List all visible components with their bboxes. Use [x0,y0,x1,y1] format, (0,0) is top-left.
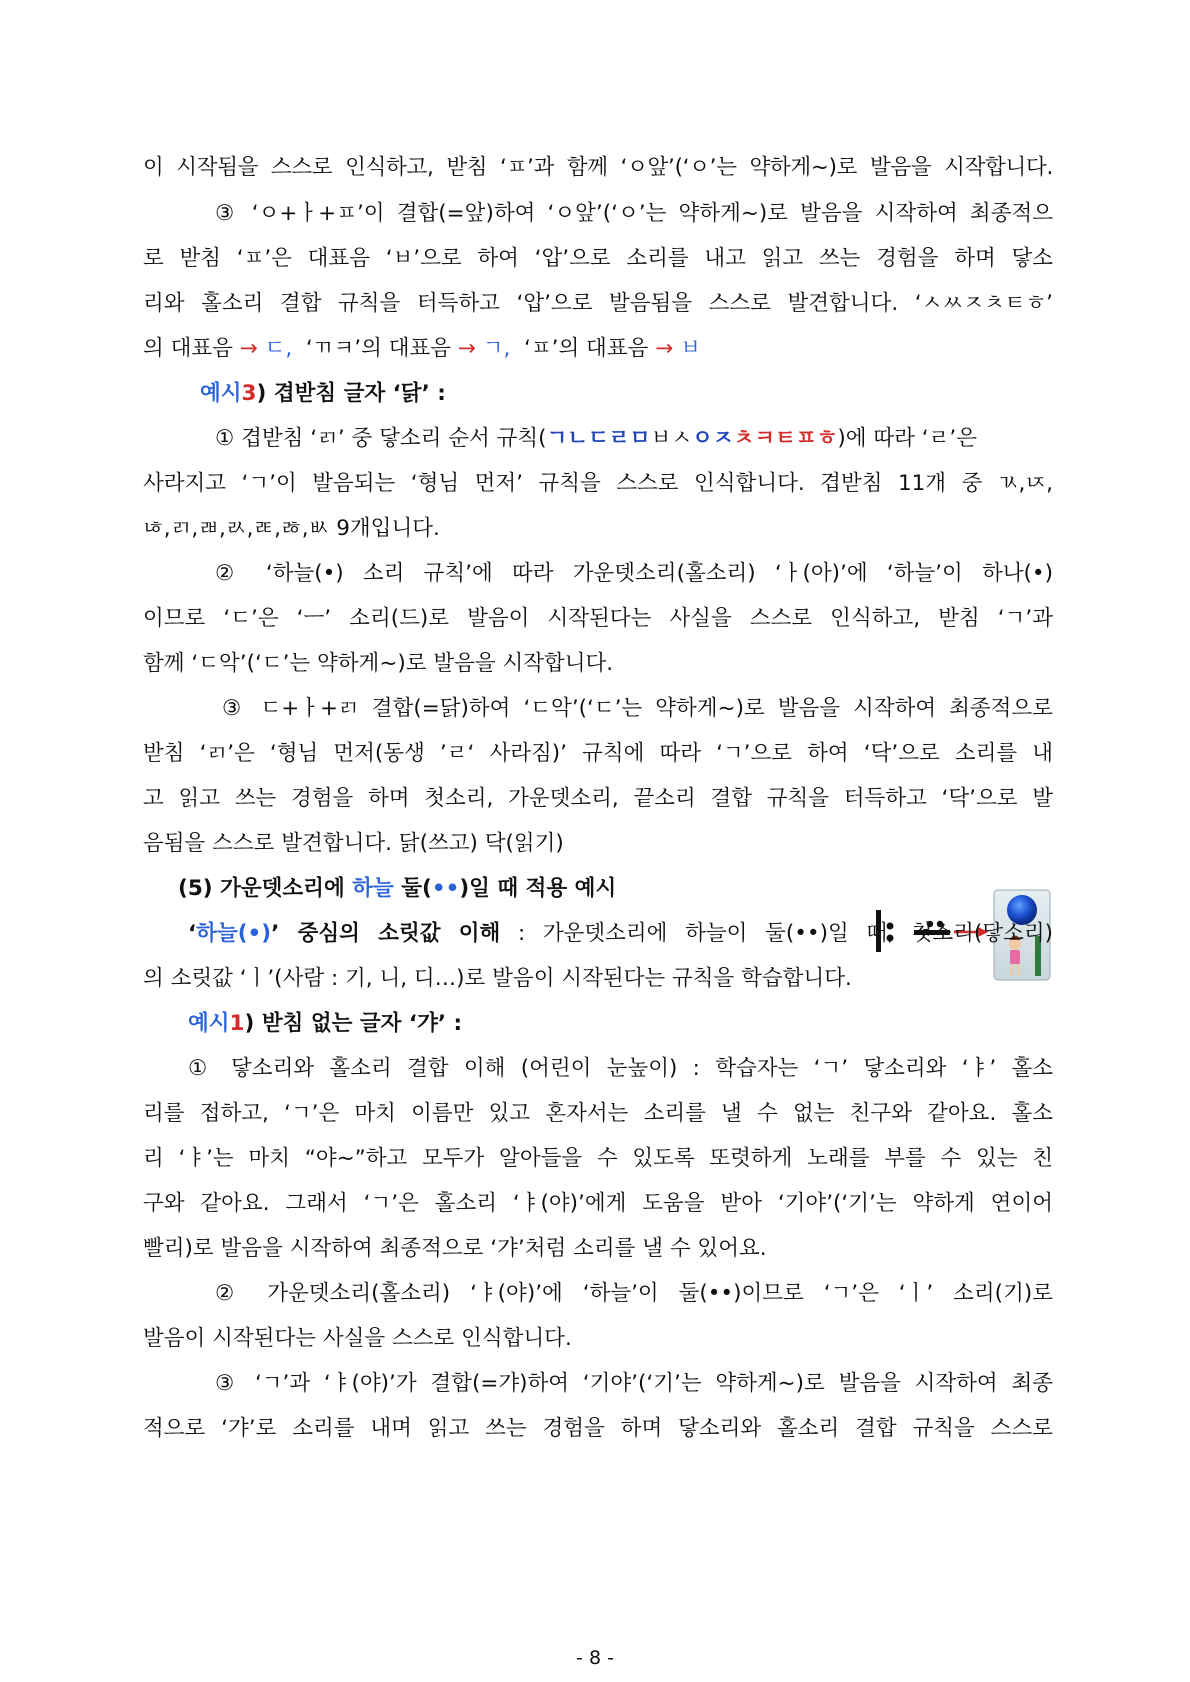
arrow-icon: → [655,336,674,361]
text-line: ‘하늘(•)’ 중심의 소릿값 이해 : 가운뎃소리에 하늘이 둘(••)일 때, 첫소리(닿소리) [188,921,1053,946]
text-line: 로 받침 ‘ㅍ’은 대표음 ‘ㅂ’으로 하여 ‘압’으로 소리를 내고 읽고 쓰는 경험을 하며 닿소 [143,246,1053,271]
representative-sound-line: 의 대표음 → ㄷ, ‘ㄲㅋ’의 대표음 → ㄱ, ‘ㅍ’의 대표음 → ㅂ [143,336,701,361]
text-line: 이 시작됨을 스스로 인식하고, 받침 ‘ㅍ’과 함께 ‘ㅇ앞’(‘ㅇ’는 약하게~)로 발음을 시작합니다. [143,155,1053,180]
text-line: ② 가운뎃소리(홀소리) ‘ㅑ(야)’에 ‘하늘’이 둘(••)이므로 ‘ㄱ’은 ‘ㅣ’ 소리(기)로 [215,1281,1053,1306]
text-line: ③ ㄷ+ㅏ+ㄺ 결합(=닭)하여 ‘ㄷ악’(‘ㄷ’는 약하게~)로 발음을 시작하여 최종적으로 [222,696,1053,721]
text-line: 의 소릿값 ‘ㅣ’(사람 : 기, 니, 디…)로 발음이 시작된다는 규칙을 학습합니다. [143,966,852,991]
text-line: 사라지고 ‘ㄱ’이 발음되는 ‘형님 먼저’ 규칙을 스스로 인식합니다. 겹받침 11개 중 ㄳ,ㄵ, [143,471,1053,496]
text-line: 리와 홀소리 결합 규칙을 터득하고 ‘압’으로 발음됨을 스스로 발견합니다. ‘ㅅㅆㅈㅊㅌㅎ’ [143,291,1053,316]
text-line: 적으로 ‘갸’로 소리를 내며 읽고 쓰는 경험을 하며 닿소리와 홀소리 결합 규칙을 스스로 [143,1416,1053,1441]
text-line: 고 읽고 쓰는 경험을 하며 첫소리, 가운뎃소리, 끝소리 결합 규칙을 터득하고 ‘닥’으로 발 [143,786,1053,811]
text-line: ㄶ,ㄺ,ㄼ,ㄽ,ㄾ,ㅀ,ㅄ 9개입니다. [143,516,440,541]
text-line: 음됨을 스스로 발견합니다. 닭(쓰고) 닥(읽기) [143,831,564,856]
text-line: ① 닿소리와 홀소리 결합 이해 (어린이 눈높이) : 학습자는 ‘ㄱ’ 닿소리와 ‘ㅑ’ 홀소 [188,1056,1053,1081]
text-line: 발음이 시작된다는 사실을 스스로 인식합니다. [143,1326,572,1351]
text-line: 구와 같아요. 그래서 ‘ㄱ’은 홀소리 ‘ㅑ(야)’에게 도움을 받아 ‘기야’(‘기’는 약하게 연이어 [143,1191,1053,1216]
text-line: 함께 ‘ㄷ악’(‘ㄷ’는 약하게~)로 발음을 시작합니다. [143,651,614,676]
page-number: - 8 - [576,1647,614,1669]
arrow-icon: → [239,336,258,361]
example3-heading: 예시3) 겹받침 글자 ‘닭’ : [200,381,446,406]
example1-heading: 예시1) 받침 없는 글자 ‘갸’ : [188,1011,463,1036]
text-line: 리를 접하고, ‘ㄱ’은 마치 이름만 있고 혼자서는 소리를 낼 수 없는 친구와 같아요. 홀소 [143,1101,1053,1126]
text-line: ③ ‘ㄱ’과 ‘ㅑ(야)’가 결합(=갸)하여 ‘기야’(‘기’는 약하게~)로 발음을 시작하여 최종 [215,1371,1053,1396]
section-5-heading: (5) 가운뎃소리에 하늘 둘(••)일 때 적용 예시 [178,876,617,901]
text-line: ② ‘하늘(•) 소리 규칙’에 따라 가운뎃소리(홀소리) ‘ㅏ(아)’에 ‘하늘’이 하나(•) [215,561,1053,586]
text-line: 받침 ‘ㄺ’은 ‘형님 먼저(동생 ’ㄹ‘ 사라짐)’ 규칙에 따라 ‘ㄱ’으로 하여 ‘닥’으로 소리를 내 [143,741,1053,766]
text-line: 이므로 ‘ㄷ’은 ‘ㅡ’ 소리(드)로 발음이 시작된다는 사실을 스스로 인식하고, 받침 ‘ㄱ’과 [143,606,1053,631]
arrow-icon: → [457,336,476,361]
text-line: 리 ‘ㅑ’는 마치 “야~”하고 모두가 알아들을 수 있도록 또렷하게 노래를 부를 수 있는 친 [143,1146,1053,1171]
text-line: ① 겹받침 ‘ㄺ’ 중 닿소리 순서 규칙(ㄱㄴㄷㄹㅁㅂㅅㅇㅈㅊㅋㅌㅍㅎ)에 따라 ‘ㄹ’은 [215,426,977,451]
text-line: ③ ‘ㅇ+ㅏ+ㅍ’이 결합(=앞)하여 ‘ㅇ앞’(‘ㅇ’는 약하게~)로 발음을 시작하여 최종적으 [215,201,1053,226]
text-line: 빨리)로 발음을 시작하여 최종적으로 ‘갸’처럼 소리를 낼 수 있어요. [143,1236,767,1261]
